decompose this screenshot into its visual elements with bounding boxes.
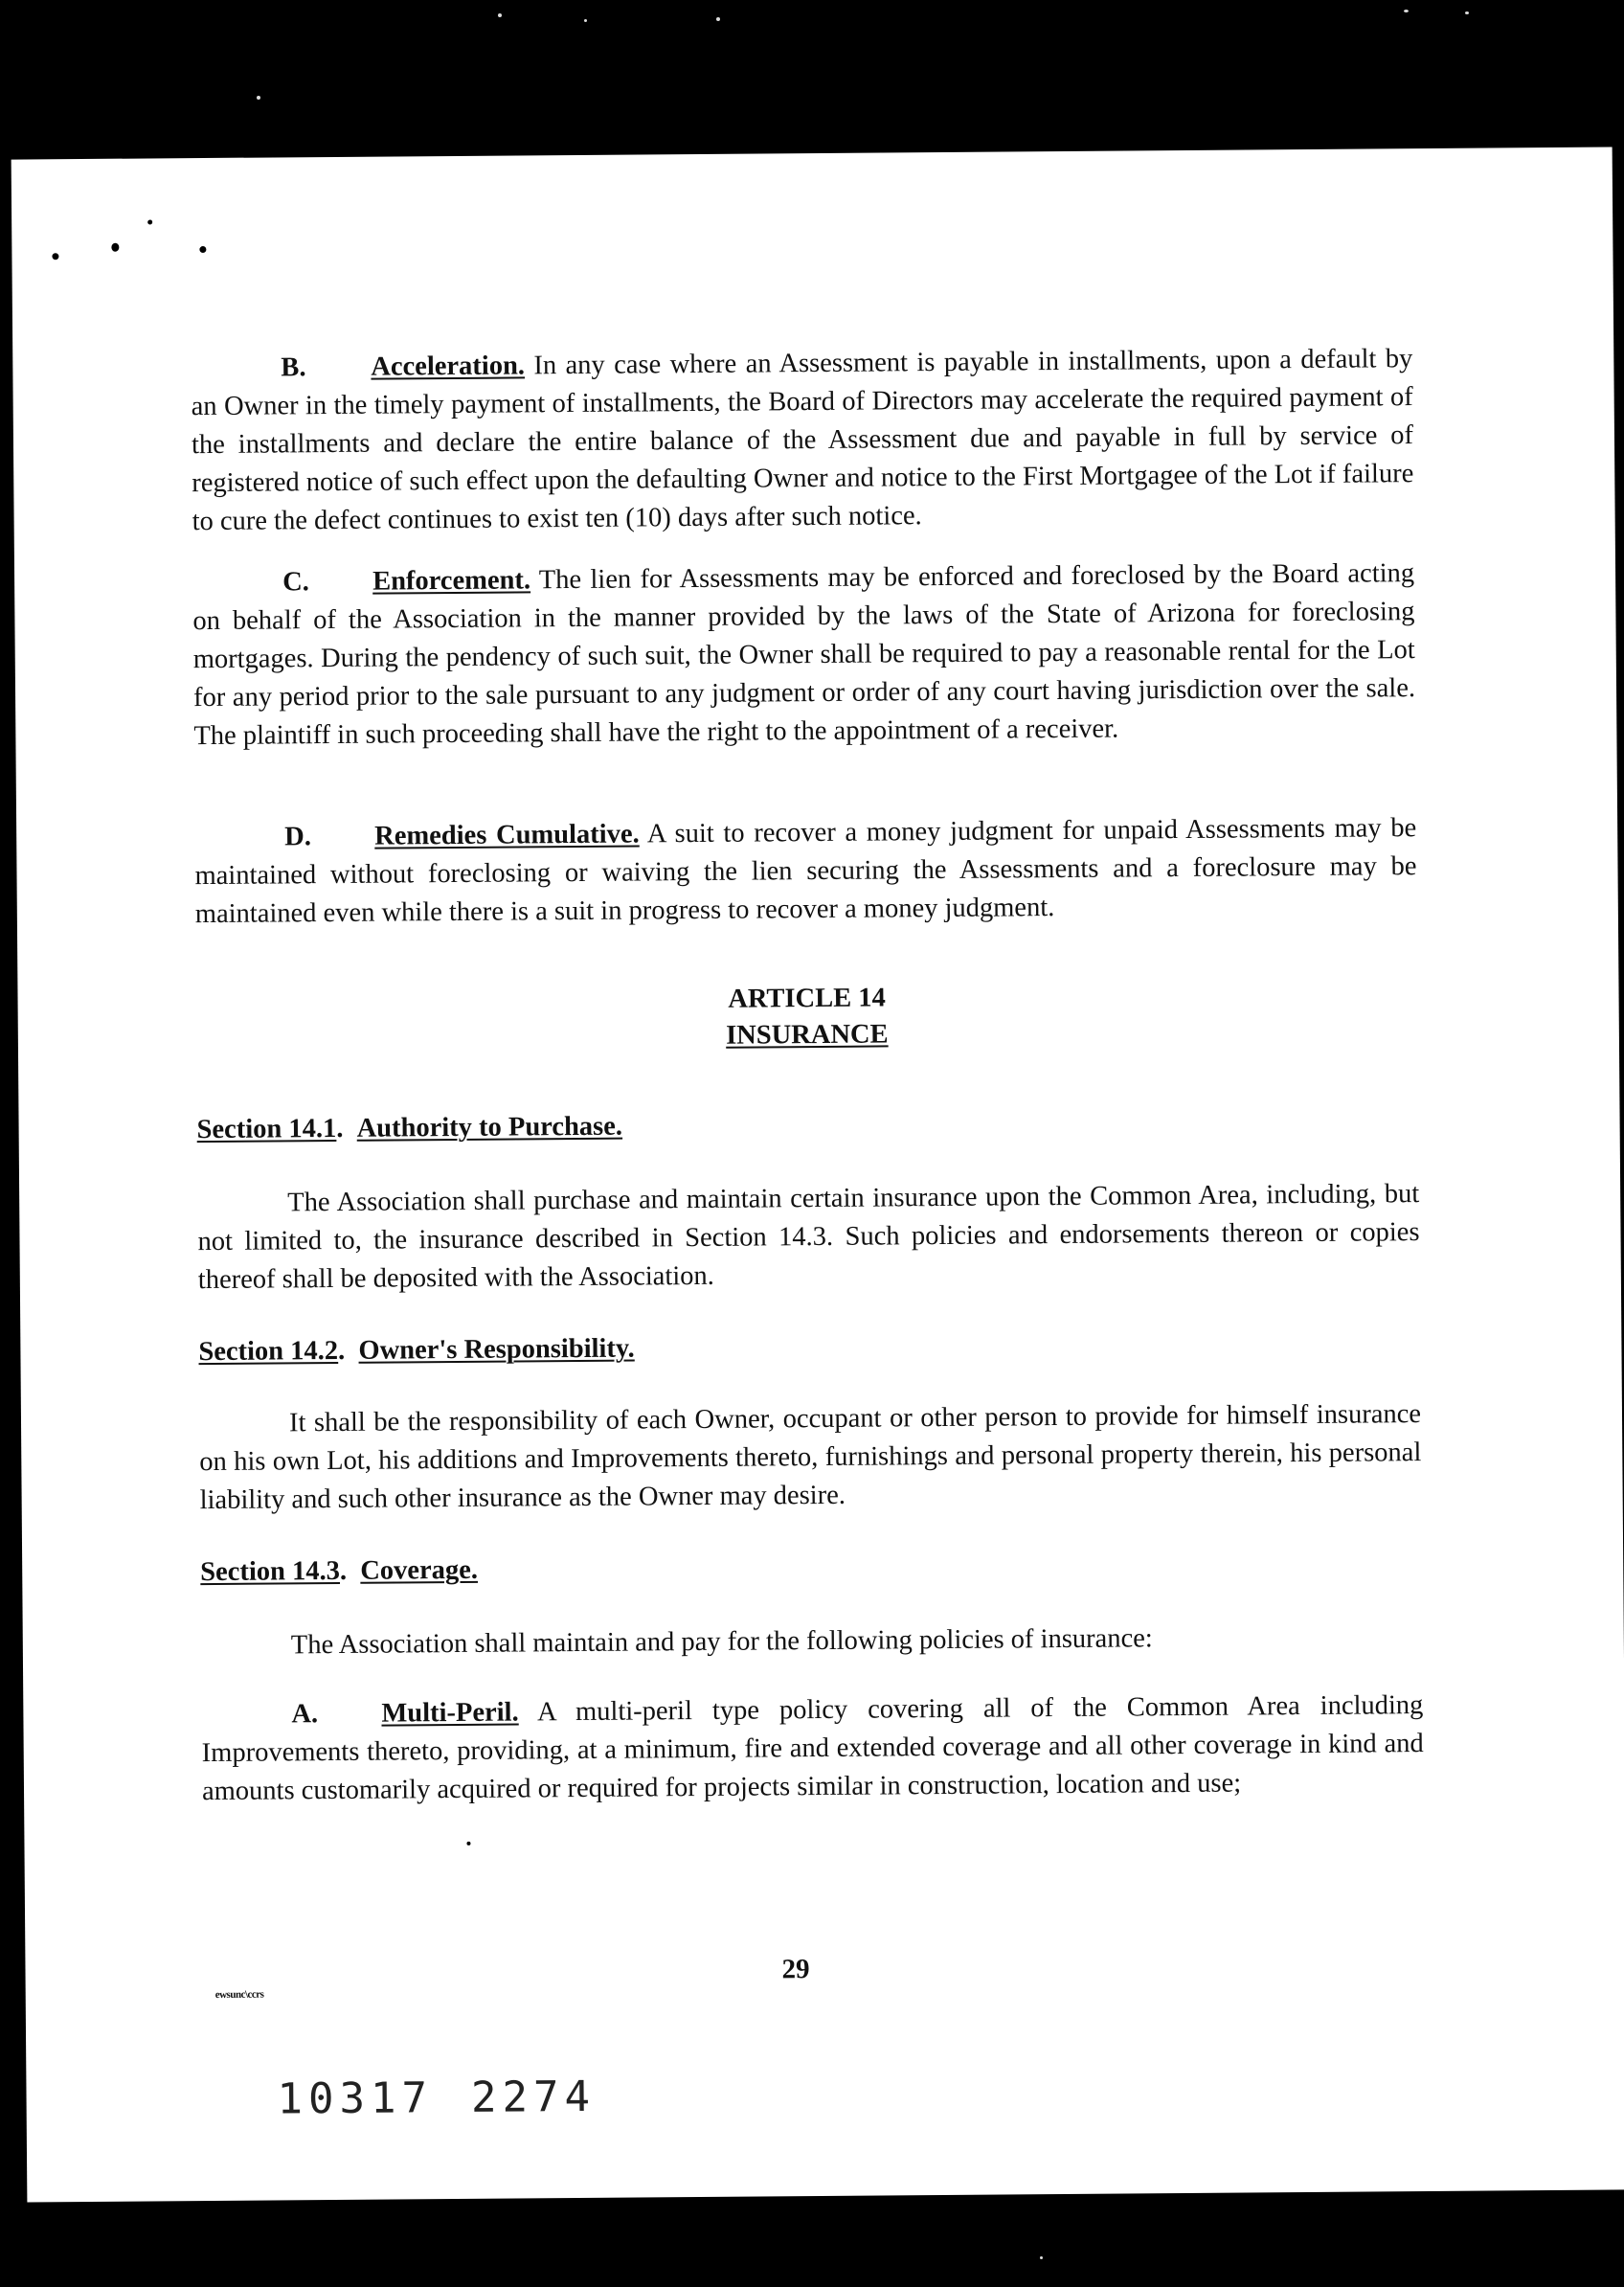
paragraph-text: In any case where an Assessment is payable in installments, upon a default by an Owner in the timely payment of installments, the Board of Directors may accelerate the required payment of the installments and declare the entire balance of the Assessment due and payable in full by service of registered notice of such effect upon the defaulting Owner and notice to the First Mortgagee of the Lot if failure to cure the defect continues to exist ten (10) days after such notice. <box>191 344 1414 537</box>
scan-speck <box>111 243 119 252</box>
item-a-multi-peril <box>201 1687 1424 1811</box>
section-title: Owner's Responsibility. <box>358 1333 635 1366</box>
paragraph-c-enforcement <box>192 555 1416 756</box>
article-number: ARTICLE 14 <box>728 983 886 1014</box>
paragraph-text: A multi-peril type policy covering all of the Common Area including Improvements thereto, providing, at a minimum, fire and extended coverage and all other coverage in kind and amounts customarily acquired or required for projects similar in construction, location and use; <box>201 1690 1424 1807</box>
scan-speck <box>1404 10 1409 12</box>
paragraph-letter: C. <box>282 567 309 598</box>
section-14-3-body: The Association shall maintain and pay for the following policies of insurance: <box>290 1623 1153 1661</box>
section-number: Section 14.2 <box>198 1335 339 1368</box>
article-heading <box>195 976 1418 1058</box>
section-14-3-heading: Section 14.3. Coverage. <box>200 1554 479 1588</box>
document-page <box>11 147 1624 2202</box>
footer-code: ewsunc\ccrs <box>214 1988 264 2001</box>
scan-speck <box>147 219 152 224</box>
scan-speck <box>1040 2256 1043 2259</box>
page-number: 29 <box>781 1954 810 1985</box>
scan-speck <box>257 96 260 100</box>
section-14-1-body: The Association shall purchase and maintain certain insurance upon the Common Area, including, but not limited to, the insurance described in Section 14.3. Such policies and endorsements thereon or copies thereof shall be deposited with the Association. <box>197 1179 1420 1296</box>
section-number: Section 14.1 <box>196 1113 337 1145</box>
section-number: Section 14.3 <box>200 1555 341 1588</box>
scan-speck <box>199 246 206 253</box>
paragraph-letter: B. <box>281 352 306 383</box>
paragraph-title: Acceleration. <box>371 351 526 382</box>
scan-speck <box>52 253 58 260</box>
section-14-1-heading: Section 14.1. Authority to Purchase. <box>196 1111 623 1145</box>
scan-speck <box>1465 11 1469 14</box>
paragraph-title: Enforcement. <box>372 565 531 597</box>
scan-speck <box>584 19 587 22</box>
recording-number <box>277 2072 596 2124</box>
paragraph-text: A suit to recover a money judgment for unpaid Assessments may be maintained without foreclosing or waiving the lien securing the Assessments and a foreclosure may be maintained even while there is a suit in progress to recover a money judgment. <box>194 813 1417 930</box>
paragraph-b-acceleration <box>191 340 1414 541</box>
paragraph-letter: D. <box>284 822 312 852</box>
paragraph-title: Multi-Peril. <box>381 1697 519 1729</box>
section-title: Authority to Purchase. <box>356 1111 623 1144</box>
article-title: INSURANCE <box>726 1019 889 1051</box>
paragraph-d-remedies-cumulative <box>194 809 1417 934</box>
recording-number-part2: 2274 <box>470 2072 597 2122</box>
paragraph-title: Remedies Cumulative. <box>374 819 640 851</box>
paragraph-text: The lien for Assessments may be enforced and foreclosed by the Board acting on behalf of the Association in the manner provided by the laws of the State of Arizona for foreclosing mortgages. During the pendency of such suit, the Owner shall be required to pay a reasonable rental for the Lot for any period prior to the sale pursuant to any judgment or order of any court having jurisdiction over the sale. The plaintiff in such proceeding shall have the right to the appointment of a receiver. <box>192 558 1416 752</box>
section-14-2-heading: Section 14.2. Owner's Responsibility. <box>198 1333 635 1368</box>
section-title: Coverage. <box>360 1554 479 1586</box>
scan-speck <box>498 13 502 17</box>
scan-speck <box>466 1842 470 1845</box>
section-14-2-body: It shall be the responsibility of each Owner, occupant or other person to provide for himself insurance on his own Lot, his additions and Improvements thereto, furnishings and personal property therein, his personal liability and such other insurance as the Owner may desire. <box>199 1399 1422 1516</box>
recording-number-part1: 10317 <box>277 2073 434 2124</box>
scan-speck <box>716 17 720 21</box>
paragraph-letter: A. <box>291 1699 319 1730</box>
